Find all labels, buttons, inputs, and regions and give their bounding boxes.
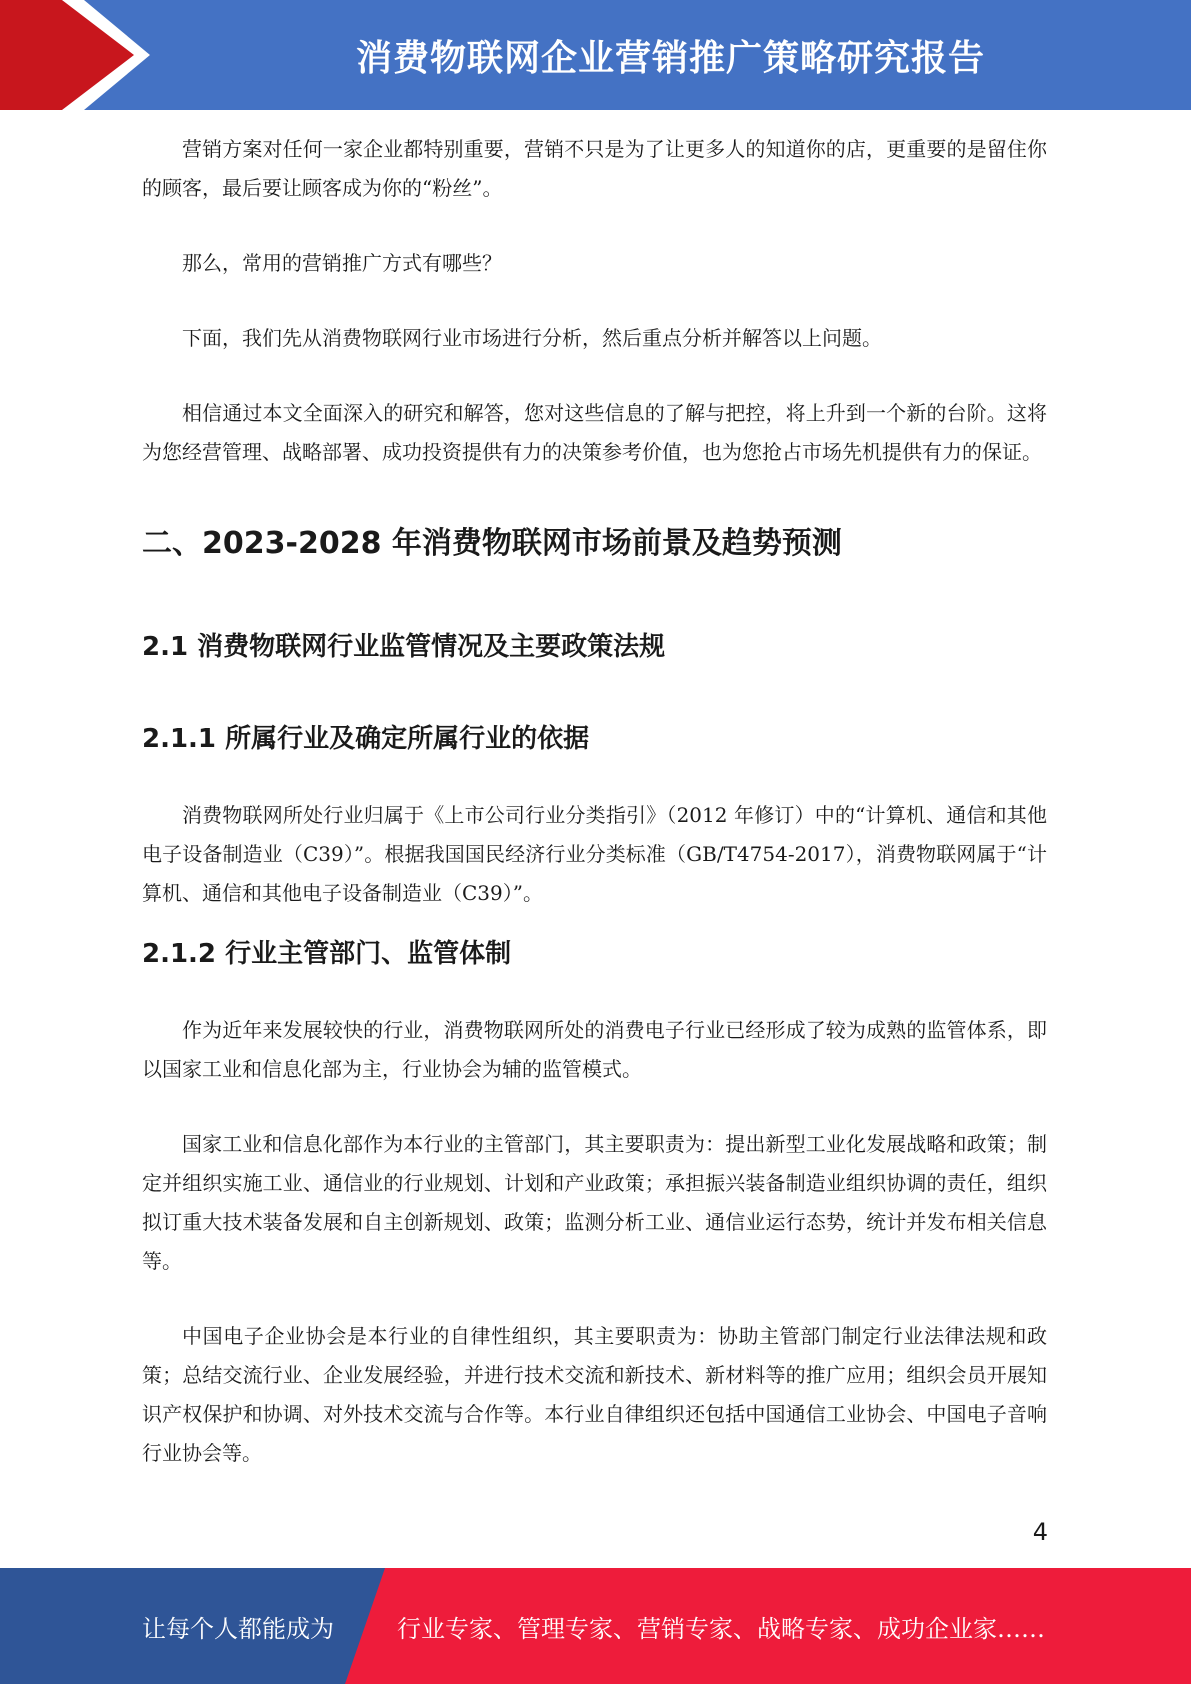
intro-paragraph-1: 营销方案对任何一家企业都特别重要，营销不只是为了让更多人的知道你的店，更重要的是留住你的顾客，最后要让顾客成为你的“粉丝”。: [142, 137, 1047, 200]
subsubsection-2-paragraph-3: 中国电子企业协会是本行业的自律性组织，其主要职责为：协助主管部门制定行业法律法规和政策；总结交流行业、企业发展经验，并进行技术交流和新技术、新材料等的推广应用；组织会员开展知识产权保护和协调、对外技术交流与合作等。本行业自律组织还包括中国通信工业协会、中国电子音响行业协会等。: [142, 1324, 1047, 1465]
subsubsection-1-paragraph: 消费物联网所处行业归属于《上市公司行业分类指引》（2012 年修订）中的“计算机、通信和其他电子设备制造业（C39）”。根据我国国民经济行业分类标准（GB/T4754-2017），消费物联网属于“计算机、通信和其他电子设备制造业（C39）”。: [142, 803, 1047, 905]
subsubsection-2-heading: 2.1.2 行业主管部门、监管体制: [142, 939, 512, 969]
section-heading: 二、2023-2028 年消费物联网市场前景及趋势预测: [142, 526, 842, 561]
subsubsection-2-paragraph-2: 国家工业和信息化部作为本行业的主管部门，其主要职责为：提出新型工业化发展战略和政策；制定并组织实施工业、通信业的行业规划、计划和产业政策；承担振兴装备制造业组织协调的责任，组织拟订重大技术装备发展和自主创新规划、政策；监测分析工业、通信业运行态势，统计并发布相关信息等。: [142, 1132, 1047, 1273]
page-number: 4: [1032, 1518, 1048, 1546]
header-banner: [0, 0, 1191, 110]
subsubsection-1-heading: 2.1.1 所属行业及确定所属行业的依据: [142, 724, 590, 754]
intro-paragraph-2: 那么，常用的营销推广方式有哪些？: [182, 251, 502, 275]
report-title: 消费物联网企业营销推广策略研究报告: [355, 37, 985, 79]
footer-banner: [0, 1568, 1191, 1684]
footer-slogan-right: 行业专家、管理专家、营销专家、战略专家、成功企业家……: [397, 1614, 1045, 1643]
footer-slogan-left: 让每个人都能成为: [142, 1614, 334, 1643]
subsubsection-2-paragraph-1: 作为近年来发展较快的行业，消费物联网所处的消费电子行业已经形成了较为成熟的监管体系，即以国家工业和信息化部为主，行业协会为辅的监管模式。: [142, 1018, 1047, 1081]
subsection-heading: 2.1 消费物联网行业监管情况及主要政策法规: [142, 632, 666, 662]
document-body: [142, 130, 1047, 1509]
intro-paragraph-3: 下面，我们先从消费物联网行业市场进行分析，然后重点分析并解答以上问题。: [182, 326, 882, 350]
intro-paragraph-4: 相信通过本文全面深入的研究和解答，您对这些信息的了解与把控，将上升到一个新的台阶。这将为您经营管理、战略部署、成功投资提供有力的决策参考价值，也为您抢占市场先机提供有力的保证。: [142, 401, 1047, 464]
